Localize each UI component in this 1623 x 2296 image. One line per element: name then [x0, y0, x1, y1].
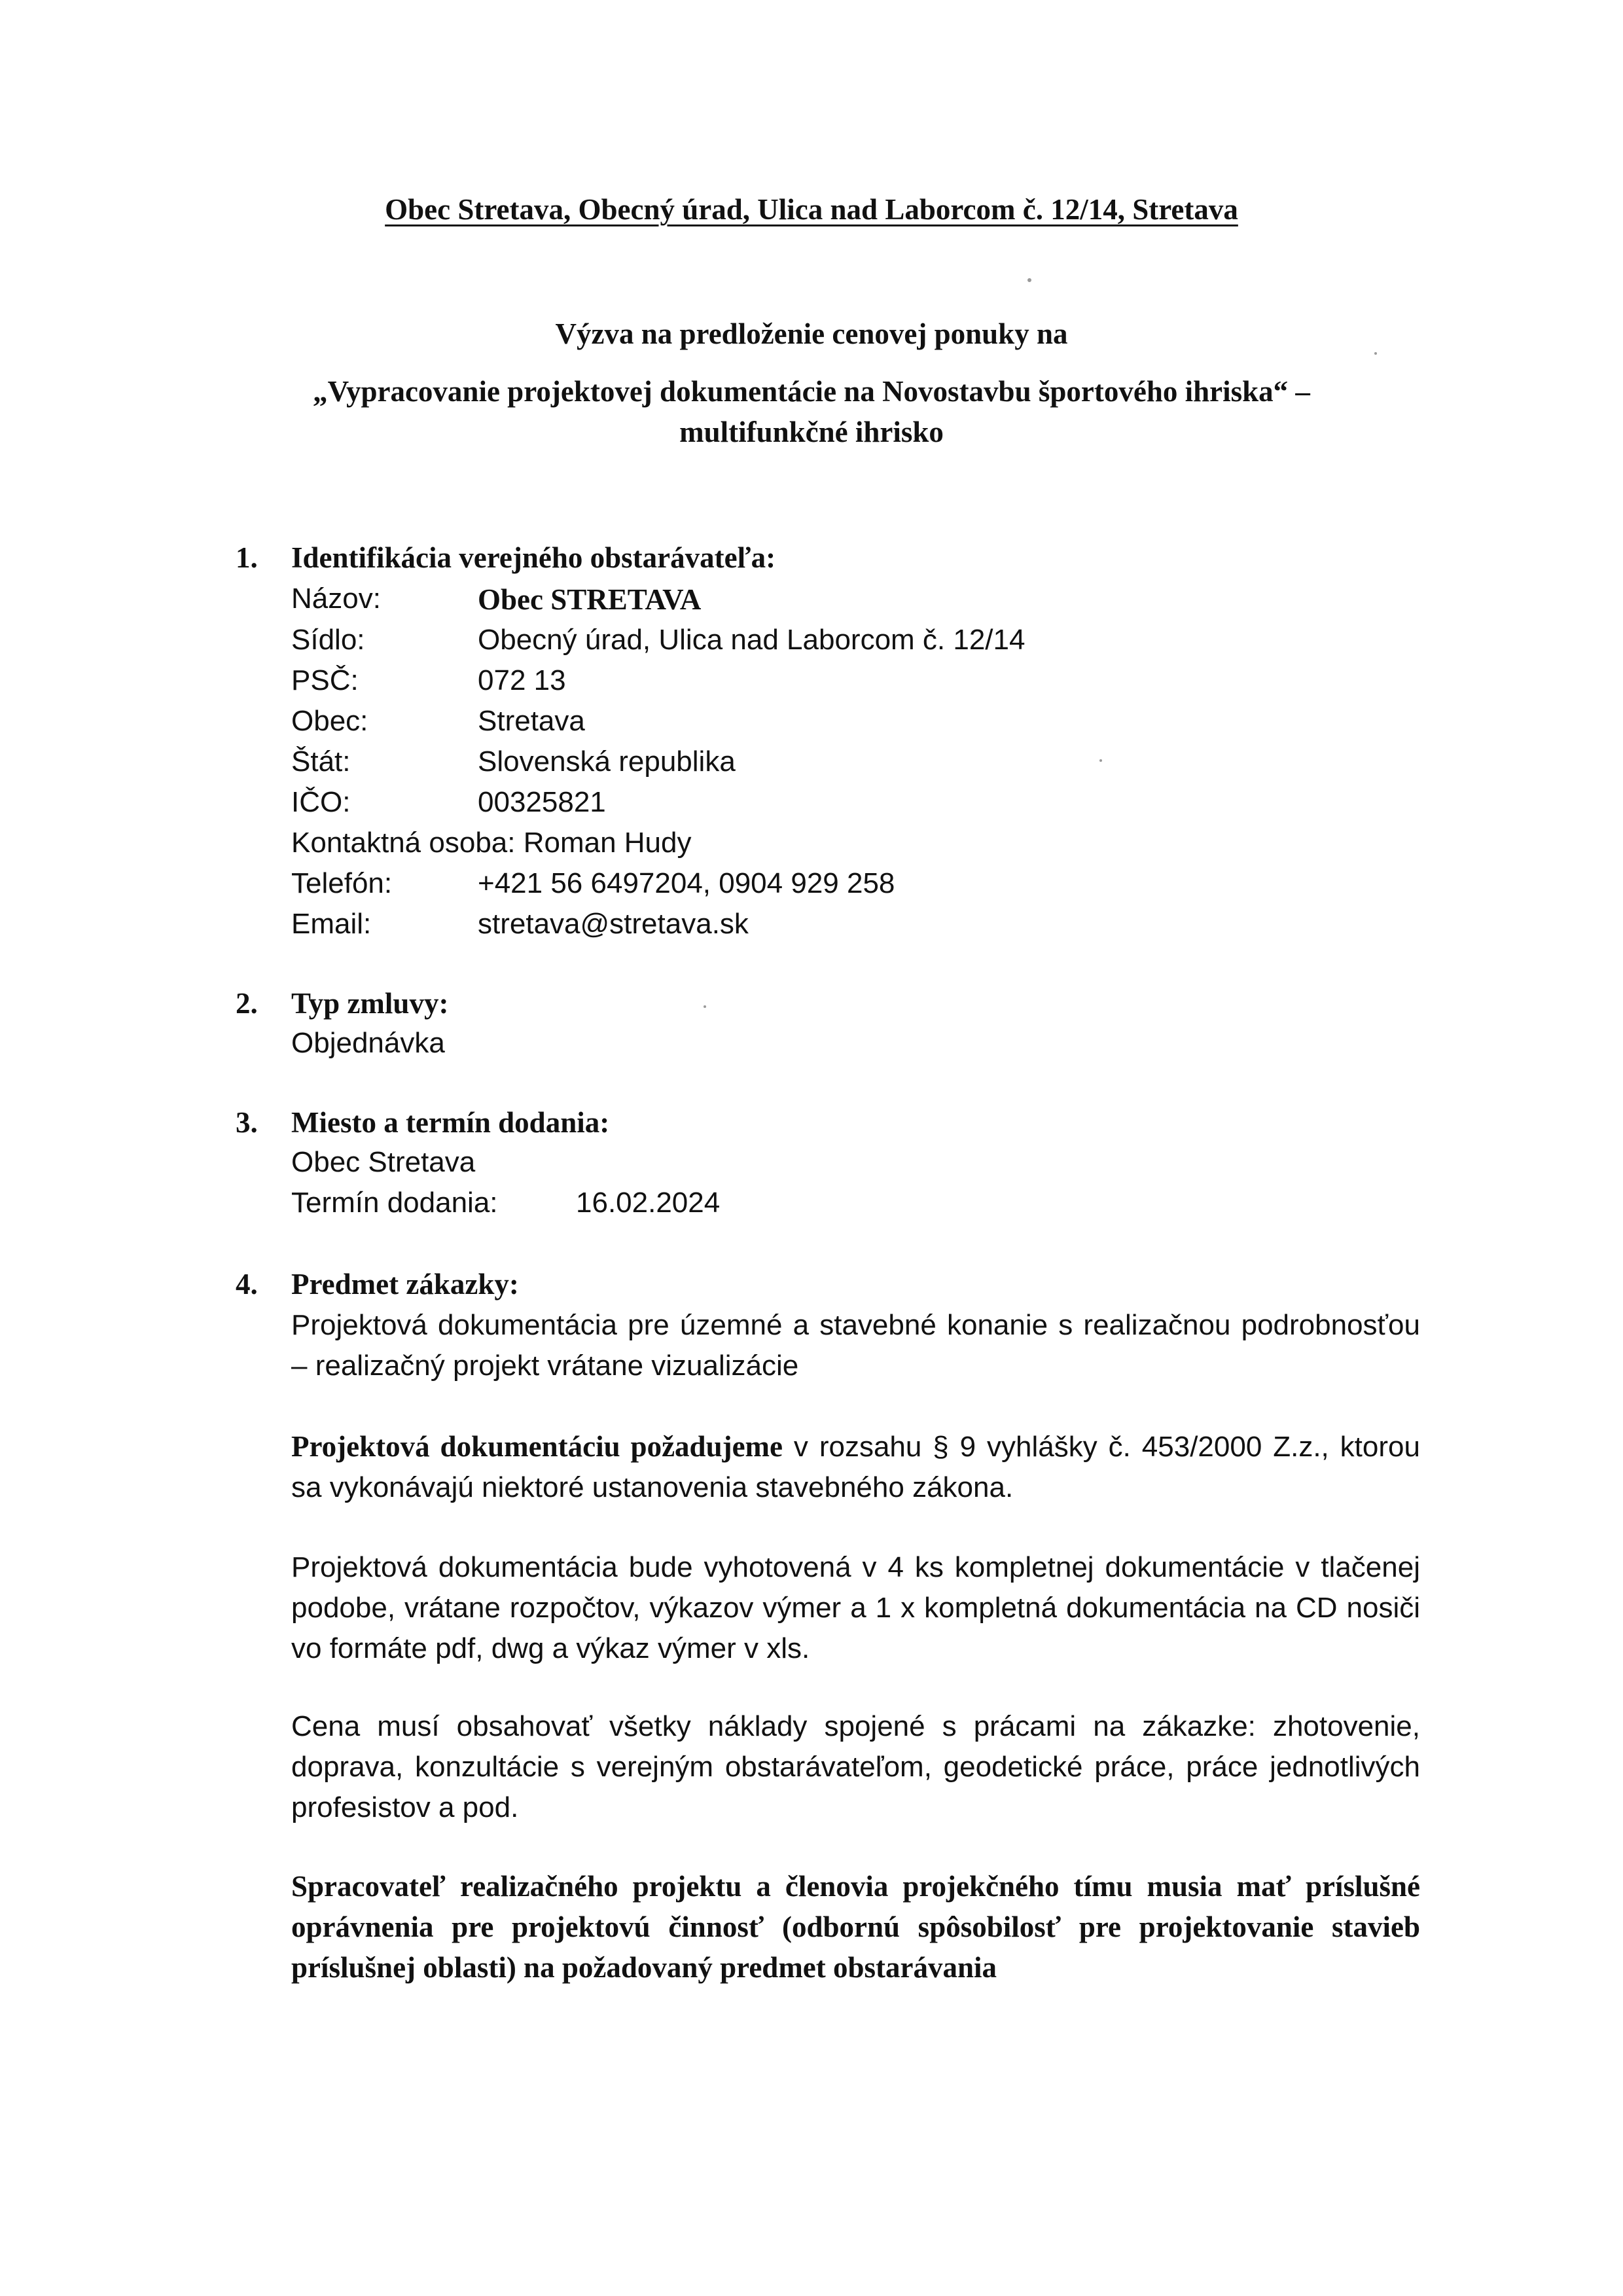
scan-speck [704, 1005, 706, 1008]
field-label: Kontaktná osoba: Roman Hudy [291, 827, 692, 859]
document-title-line-3: multifunkčné ihrisko [679, 416, 944, 448]
subject-paragraph-3: Projektová dokumentácia bude vyhotovená v 4 ks kompletnej dokumentácie v tlačenej podobe, vrátane rozpočtov, výkazov výmer a 1 x kompletná dokumentácia na CD nosiči vo formáte pdf, dwg a výkaz výmer v xls. [291, 1551, 1420, 1664]
document-title-line-1: Výzva na predloženie cenovej ponuky na [555, 317, 1068, 350]
section-title: Identifikácia verejného obstarávateľa: [291, 541, 776, 574]
subject-paragraph-5: Spracovateľ realizačného projektu a členovia projekčného tímu musia mať príslušné oprávnenia pre projektovú činnosť (odbornú spôsobilosť pre projektovanie stavieb príslušnej oblasti) na požadovaný predmet obstarávania [291, 1870, 1420, 1984]
paragraph-rest: v rozsahu § 9 vyhlášky č. 453/2000 Z.z., ktorou sa vykonávajú niektoré ustanovenia stavebného zákona. [291, 1431, 1420, 1503]
scan-speck [1027, 278, 1031, 282]
subject-paragraph-1: Projektová dokumentácia pre územné a stavebné konanie s realizačnou podrobnosťou – realizačný projekt vrátane vizualizácie [291, 1309, 1420, 1382]
contract-type-text: Objednávka [291, 1027, 445, 1059]
subject-paragraph-2 [291, 1426, 1420, 1508]
field-value: Obec STRETAVA [478, 583, 702, 616]
field-value: 00325821 [478, 786, 606, 818]
section-number: 3. [236, 1106, 258, 1139]
deadline-label: Termín dodania: [291, 1187, 498, 1219]
field-label: IČO: [291, 786, 351, 818]
section-number: 1. [236, 541, 258, 574]
field-label: Sídlo: [291, 624, 365, 656]
paragraph-lead: Projektová dokumentáciu požadujeme [291, 1430, 783, 1463]
section-title: Typ zmluvy: [291, 987, 449, 1020]
delivery-place-text: Obec Stretava [291, 1146, 476, 1178]
header-address: Obec Stretava, Obecný úrad, Ulica nad Laborcom č. 12/14, Stretava [385, 193, 1238, 226]
section-number: 2. [236, 987, 258, 1020]
field-value: Slovenská republika [478, 745, 736, 778]
scan-speck [1374, 352, 1377, 355]
field-value: stretava@stretava.sk [478, 908, 749, 940]
subject-paragraph-4: Cena musí obsahovať všetky náklady spojené s prácami na zákazke: zhotovenie, doprava, konzultácie s verejným obstarávateľom, geodetické práce, práce jednotlivých profesistov a pod. [291, 1710, 1420, 1823]
deadline-value: 16.02.2024 [576, 1187, 721, 1219]
field-value: Obecný úrad, Ulica nad Laborcom č. 12/14 [478, 624, 1026, 656]
section-title: Predmet zákazky: [291, 1268, 519, 1300]
section-number: 4. [236, 1268, 258, 1300]
field-label: Email: [291, 908, 372, 940]
section-title: Miesto a termín dodania: [291, 1106, 610, 1139]
field-value: Stretava [478, 705, 585, 737]
scan-speck [1099, 759, 1102, 762]
field-label: Názov: [291, 583, 381, 615]
field-label: Obec: [291, 705, 368, 737]
field-label: Štát: [291, 745, 351, 778]
field-value: 072 13 [478, 664, 566, 696]
field-value: +421 56 6497204, 0904 929 258 [478, 867, 895, 899]
field-label: Telefón: [291, 867, 393, 899]
document-title-line-2: „Vypracovanie projektovej dokumentácie na Novostavbu športového ihriska“ – [313, 375, 1310, 408]
field-label: PSČ: [291, 664, 359, 696]
